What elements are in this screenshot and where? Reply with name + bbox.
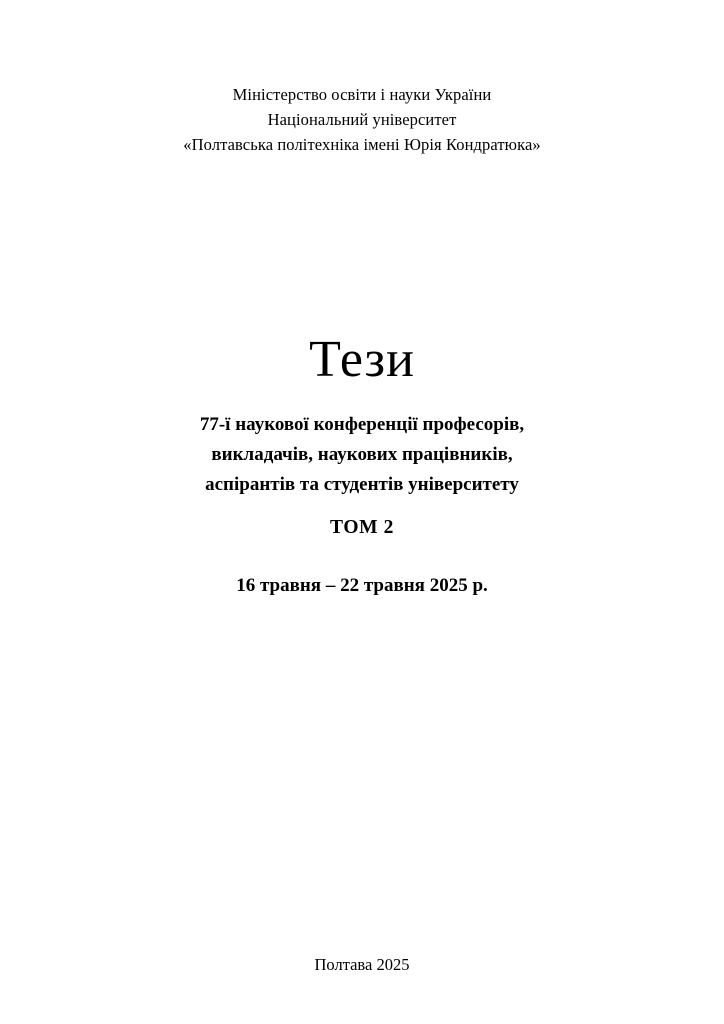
header-line-university-name: «Полтавська політехніка імені Юрія Кондратюка» <box>183 135 541 154</box>
subtitle-line-2: викладачів, наукових працівників, <box>211 444 513 465</box>
header-line-university: Національний університет <box>267 110 457 129</box>
conference-subtitle <box>0 410 724 500</box>
main-title-text: Тези <box>309 331 415 388</box>
conference-dates <box>0 572 724 600</box>
page-title <box>0 330 724 390</box>
imprint-footer <box>0 953 724 977</box>
subtitle-line-3: аспірантів та студентів університету <box>205 474 519 495</box>
publisher-header <box>0 82 724 157</box>
volume-text: ТОМ 2 <box>330 517 394 538</box>
subtitle-line-1: 77-ї наукової конференції професорів, <box>199 414 525 435</box>
volume-label <box>0 514 724 542</box>
footer-place-year: Полтава 2025 <box>314 955 410 974</box>
header-line-ministry: Міністерство освіти і науки України <box>232 85 492 104</box>
dates-text: 16 травня – 22 травня 2025 р. <box>236 575 488 596</box>
